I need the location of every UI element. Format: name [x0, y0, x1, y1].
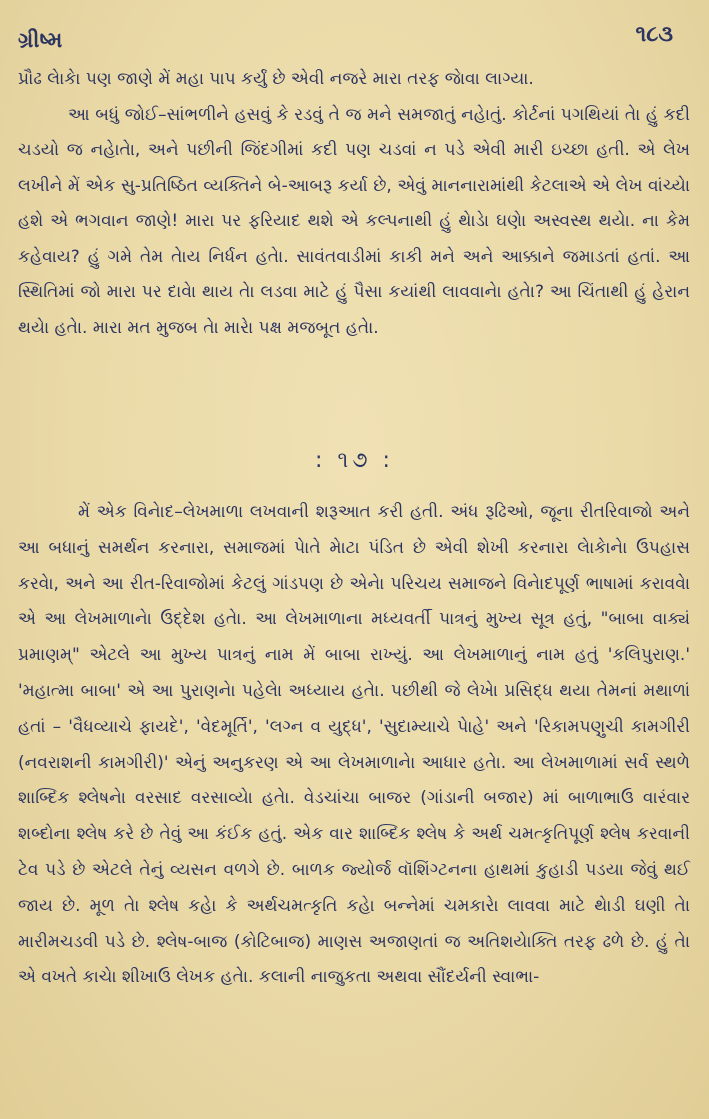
- paragraph-continued: પ્રૌઢ લેાકેા પણ જાણે મેં મહા પાપ કર્યું છે એવી નજરે મારા તરફ જેાવા લાગ્યા.: [18, 69, 534, 89]
- chapter-number: : ૧૭ :: [315, 448, 394, 473]
- paragraph: મેં એક વિનેાદ–લેખમાળા લખવાની શરૂઆત કરી હતી. અંધ રૂઢિઓ, જૂના રીતરિવાજો અને આ બધાનું સમર્થન કરનારા, સમાજમાં પેાતે મેાટા પંડિત છે એવી શેખી કરનારા લેાકેાનેા ઉપહાસ કરવેા, અને આ રીત-રિવાજોમાં કેટલું ગાંડપણ છે એનેા પરિચય સમાજને વિનેાદપૂર્ણ ભાષામાં કરાવવેા એ આ લેખમાળાનેા ઉદ્દેશ હતેા. આ લેખમાળાના મધ્યવર્તી પાત્રનું મુખ્ય સૂત્ર હતું, "બાબા વાક્યં પ્રમાણમ્" એટલે આ મુખ્ય પાત્રનું નામ મેં બાબા રાખ્યું. આ લેખમાળાનું નામ હતું 'કલિપુરાણ.' 'મહાત્મા બાબા' એ આ પુરાણનેા પહેલેા અધ્યાય હતેા. પછીથી જે લેખેા પ્રસિદ્ધ થયા તેમનાં મથાળાં હતાં – 'વૈધવ્યાચે ફાયદે', 'વેદમૂર્તિ', 'લગ્ન વ યુદ્ધ', 'સુદામ્યાચે પેાહે' અને 'રિકામપણુચી કામગીરી (નવરાશની કામગીરી)' એનું અનુકરણ એ આ લેખમાળાનેા આધાર હતેા. આ લેખમાળામાં સર્વ સ્થળે શાબ્દિક શ્લેષનેા વરસાદ વરસાવ્યેા હતેા. વેડચાંચા બાજર (ગાંડાની બજાર) માં બાળાભાઉ વારંવાર શબ્દોના શ્લેષ કરે છે તેવું આ કંઈક હતું. એક વાર શાબ્દિક શ્લેષ કે અર્થ ચમત્કૃતિપૂર્ણ શ્લેષ કરવાની ટેવ પડે છે એટલે તેનું વ્યસન વળગે છે. બાળક જ્યોર્જ વૉશિંગ્ટનના હાથમાં કુહાડી પડયા જેવું થઈ જાય છે. મૂળ તેા શ્લેષ કહેા કે અર્થચમત્કૃતિ કહેા બન્નેમાં ચમકારેા લાવવા માટે થેાડી ઘણી તેા મારીમચડવી પડે છે. શ્લેષ-બાજ (કોટિબાજ) માણસ અજાણતાં જ અતિશયેાક્તિ તરફ ઢળે છે. હું તેા એ વખતે કાચેા શીખાઉ લેખક હતેા. કલાની નાજુકતા અથવા સૌંદર્યની સ્વાભા-: [18, 502, 690, 988]
- text-block-top: [18, 62, 690, 346]
- paragraph: આ બધું જોઈ–સાંભળીને હસવું કે રડવું તે જ મને સમજાતું નહેાતું. કોર્ટનાં પગથિયાં તેા હું કદી ચડયો જ નહેાતેા, અને પછીની જિંદગીમાં કદી પણ ચડવાં ન પડે એવી મારી ઇચ્છા હતી. એ લેખ લખીને મેં એક સુ-પ્રતિષ્ઠિત વ્યક્તિને બે-આબરૂ કર્યા છે, એવું માનનારામાંથી કેટલાએ એ લેખ વાંચ્યેા હશે એ ભગવાન જાણે! મારા પર ફરિયાદ થશે એ કલ્પનાથી હું થેાડેા ઘણેા અસ્વસ્થ થયેા. ના કેમ કહેવાય? હું ગમે તેમ તેાય નિર્ધન હતેા. સાવંતવાડીમાં કાકી મને અને આક્કાને જમાડતાં હતાં. આ સ્થિતિમાં જો મારા પર દાવેા થાય તેા લડવા માટે હું પૈસા કયાંથી લાવવાનેા હતેા? આ ચિંતાથી હું હેરાન થયેા હતેા. મારા મત મુજબ તેા મારેા પક્ષ મજબૂત હતેા.: [18, 104, 690, 338]
- running-head: ગ્રીષ્મ: [18, 28, 63, 52]
- text-block-bottom: [18, 495, 690, 996]
- page-number: ૧૮૩: [635, 22, 673, 47]
